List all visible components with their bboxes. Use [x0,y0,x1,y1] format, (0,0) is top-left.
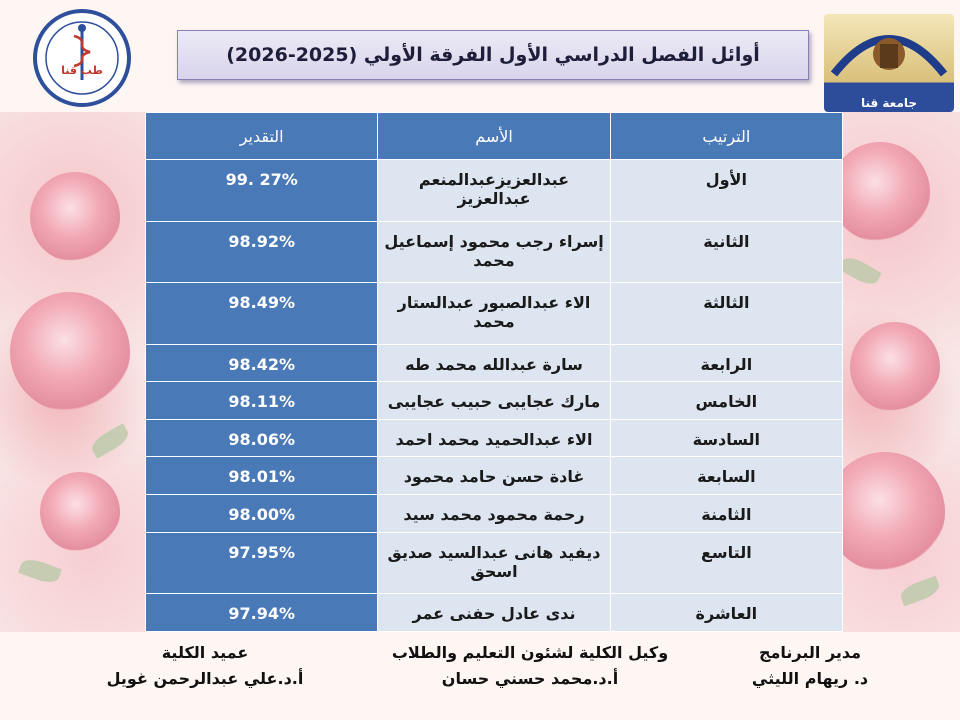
signature-director [710,640,910,692]
score-cell [146,594,378,632]
score-value: 99. 27% [225,170,298,189]
name-cell: عبدالعزيزعبدالمنعم عبدالعزيز [378,160,610,222]
name-cell: سارة عبدالله محمد طه [378,344,610,382]
rank-cell: الثامنة [610,495,842,533]
table-header-row [146,113,843,160]
score-cell [146,532,378,594]
top-students-table [145,112,843,632]
rank-cell: العاشرة [610,594,842,632]
table-row [146,160,843,222]
header-rank: الترتيب [610,113,842,160]
name-cell: الاء عبدالحميد محمد احمد [378,419,610,457]
score-cell [146,283,378,345]
university-emblem-icon [824,14,954,84]
university-logo-text: جامعة قنا [860,96,918,110]
header-score: التقدير [146,113,378,160]
rank-cell: الرابعة [610,344,842,382]
table-row [146,419,843,457]
score-value: 98.06% [228,429,295,449]
rank-cell: السادسة [610,419,842,457]
rank-cell: السابعة [610,457,842,495]
name-cell: ديفيد هانى عبدالسيد صديق اسحق [378,532,610,594]
dean-title: عميد الكلية [161,643,249,662]
name-cell: غادة حسن حامد محمود [378,457,610,495]
header-name: الأسم [378,113,610,160]
faculty-logo [6,8,158,108]
name-cell: رحمة محمود محمد سيد [378,495,610,533]
table-row [146,594,843,632]
vice-dean-name: أ.د.محمد حسني حسان [441,669,619,688]
dean-name: أ.د.علي عبدالرحمن غويل [106,669,304,688]
rank-cell: التاسع [610,532,842,594]
name-cell: الاء عبدالصبور عبدالستار محمد [378,283,610,345]
table-row [146,221,843,283]
table-row [146,457,843,495]
rank-cell: الثالثة [610,283,842,345]
name-cell: مارك عجايبى حبيب عجايبى [378,382,610,420]
score-value: 98.42% [228,354,295,374]
name-cell: إسراء رجب محمود إسماعيل محمد [378,221,610,283]
score-cell [146,344,378,382]
score-cell [146,221,378,283]
score-value: 97.95% [228,542,295,562]
score-cell [146,382,378,420]
floral-background-left [0,112,150,632]
page-title: أوائل الفصل الدراسي الأول الفرقة الأولي (2025-2026) [226,44,760,66]
signature-vice-dean [370,640,690,692]
director-title: مدير البرنامج [758,643,862,662]
score-cell [146,457,378,495]
table-row [146,283,843,345]
table-row [146,495,843,533]
score-value: 97.94% [228,604,295,624]
signature-dean [85,640,325,692]
table-row [146,344,843,382]
page-title-box [177,30,809,80]
table-row [146,382,843,420]
score-value: 98.92% [228,231,295,251]
score-cell [146,495,378,533]
rank-cell: الأول [610,160,842,222]
score-value: 98.01% [228,467,295,487]
vice-dean-title: وكيل الكلية لشئون التعليم والطلاب [391,643,669,662]
faculty-seal-icon [32,8,132,108]
score-cell [146,160,378,222]
director-name: د. ريهام الليثي [751,669,869,688]
name-cell: ندى عادل حفنى عمر [378,594,610,632]
score-value: 98.11% [228,392,295,412]
faculty-logo-text: طب قنا [61,64,103,77]
rank-cell: الخامس [610,382,842,420]
score-value: 98.49% [228,293,295,312]
score-cell [146,419,378,457]
score-value: 98.00% [228,505,295,525]
rank-cell: الثانية [610,221,842,283]
university-logo [824,14,954,112]
table-row [146,532,843,594]
